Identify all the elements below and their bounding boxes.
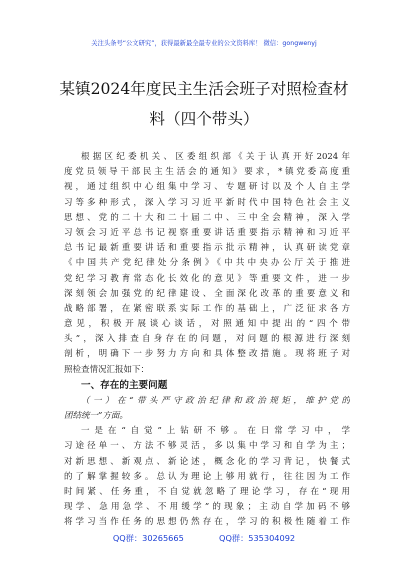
document-body: [64, 150, 350, 531]
paragraph-line: 根据区纪委机关、区委组织部《关于认真开好2024年: [81, 152, 350, 162]
paragraph-line: 思想、党的二十大和二十届二中、三中全会精神，深入学: [64, 212, 350, 223]
paragraph-line: 习等多种形式，深入学习习近平新时代中国特色社会主义: [64, 197, 350, 208]
document-title-line-1: 某镇2024年度民主生活会班子对照检查材: [59, 80, 349, 98]
promo-banner[interactable]: 关注头条号“公文研究”，获得最新最全最专业的公文资料库！ 微信：gongwenyj: [91, 40, 317, 47]
paragraph-line: 视，通过组织中心组集中学习、专题研讨以及个人自主学: [64, 182, 350, 193]
paragraph-line: 意见，积极开展谈心谈话，对照通知中提出的“四个带: [64, 319, 350, 330]
paragraph-line: 的了解掌握较多。总认为理论上够用就行，往往因为工作: [64, 471, 350, 482]
paragraph-line: 剖析，明确下一步努力方向和具体整改措施。现将班子对: [64, 349, 350, 360]
paragraph-line: 度党员领导干部民主生活会的通知》要求，*镇党委高度重: [64, 167, 350, 178]
footer-qq-group-2[interactable]: QQ群：535304092: [219, 533, 296, 543]
subsection-heading-line: （一）在“带头严守政治纪律和政治规矩，维护党的: [81, 395, 350, 406]
section-heading: 一、存在的主要问题: [81, 379, 168, 391]
paragraph-line: 头”，深入排查自身存在的问题，对问题的根源进行深刻: [64, 334, 350, 345]
paragraph-line: 《中国共产党纪律处分条例》《中共中央办公厅关于推进: [64, 258, 350, 269]
paragraph-line: 党纪学习教育常态化长效化的意见》等重要文件，进一步: [64, 273, 350, 284]
subsection-heading-line: 团结统一”方面。: [64, 411, 128, 421]
footer-qq-group-1[interactable]: QQ群：30265665: [112, 533, 184, 543]
paragraph-line: 习领会习近平总书记视察重要讲话重要指示精神和习近平: [64, 227, 350, 238]
document-title-line-2: 料（四个带头）: [149, 110, 259, 128]
paragraph-line: 照检查情况汇报如下：: [64, 364, 150, 375]
paragraph-line: 总书记最新重要讲话和重要指示批示精神，认真研读党章: [64, 243, 350, 254]
paragraph-line: 一是在“自觉”上钻研不够。在日常学习中，学: [81, 426, 350, 437]
paragraph-line: 对新思想、新观点、新论述，概念化的学习背记，快餐式: [64, 456, 350, 467]
paragraph-line: 时间紧、任务重，不自觉就忽略了理论学习，存在“现用: [64, 486, 350, 497]
paragraph-line: 习途径单一、方法不够灵活，多以集中学习和自学为主；: [64, 441, 350, 452]
paragraph-line: 深刻领会加强党的纪律建设、全面深化改革的重要意义和: [64, 288, 350, 299]
paragraph-line: 将学习当作任务的思想仍然存在，学习的积极性随着工作: [64, 517, 350, 528]
paragraph-line: 现学、急用急学、不用缓学”的现象；主动自学加码不够: [64, 502, 350, 513]
footer-contacts: [0, 533, 408, 544]
paragraph-line: 战略部署，在紧密联系实际工作的基础上，广泛征求各方: [64, 303, 350, 314]
